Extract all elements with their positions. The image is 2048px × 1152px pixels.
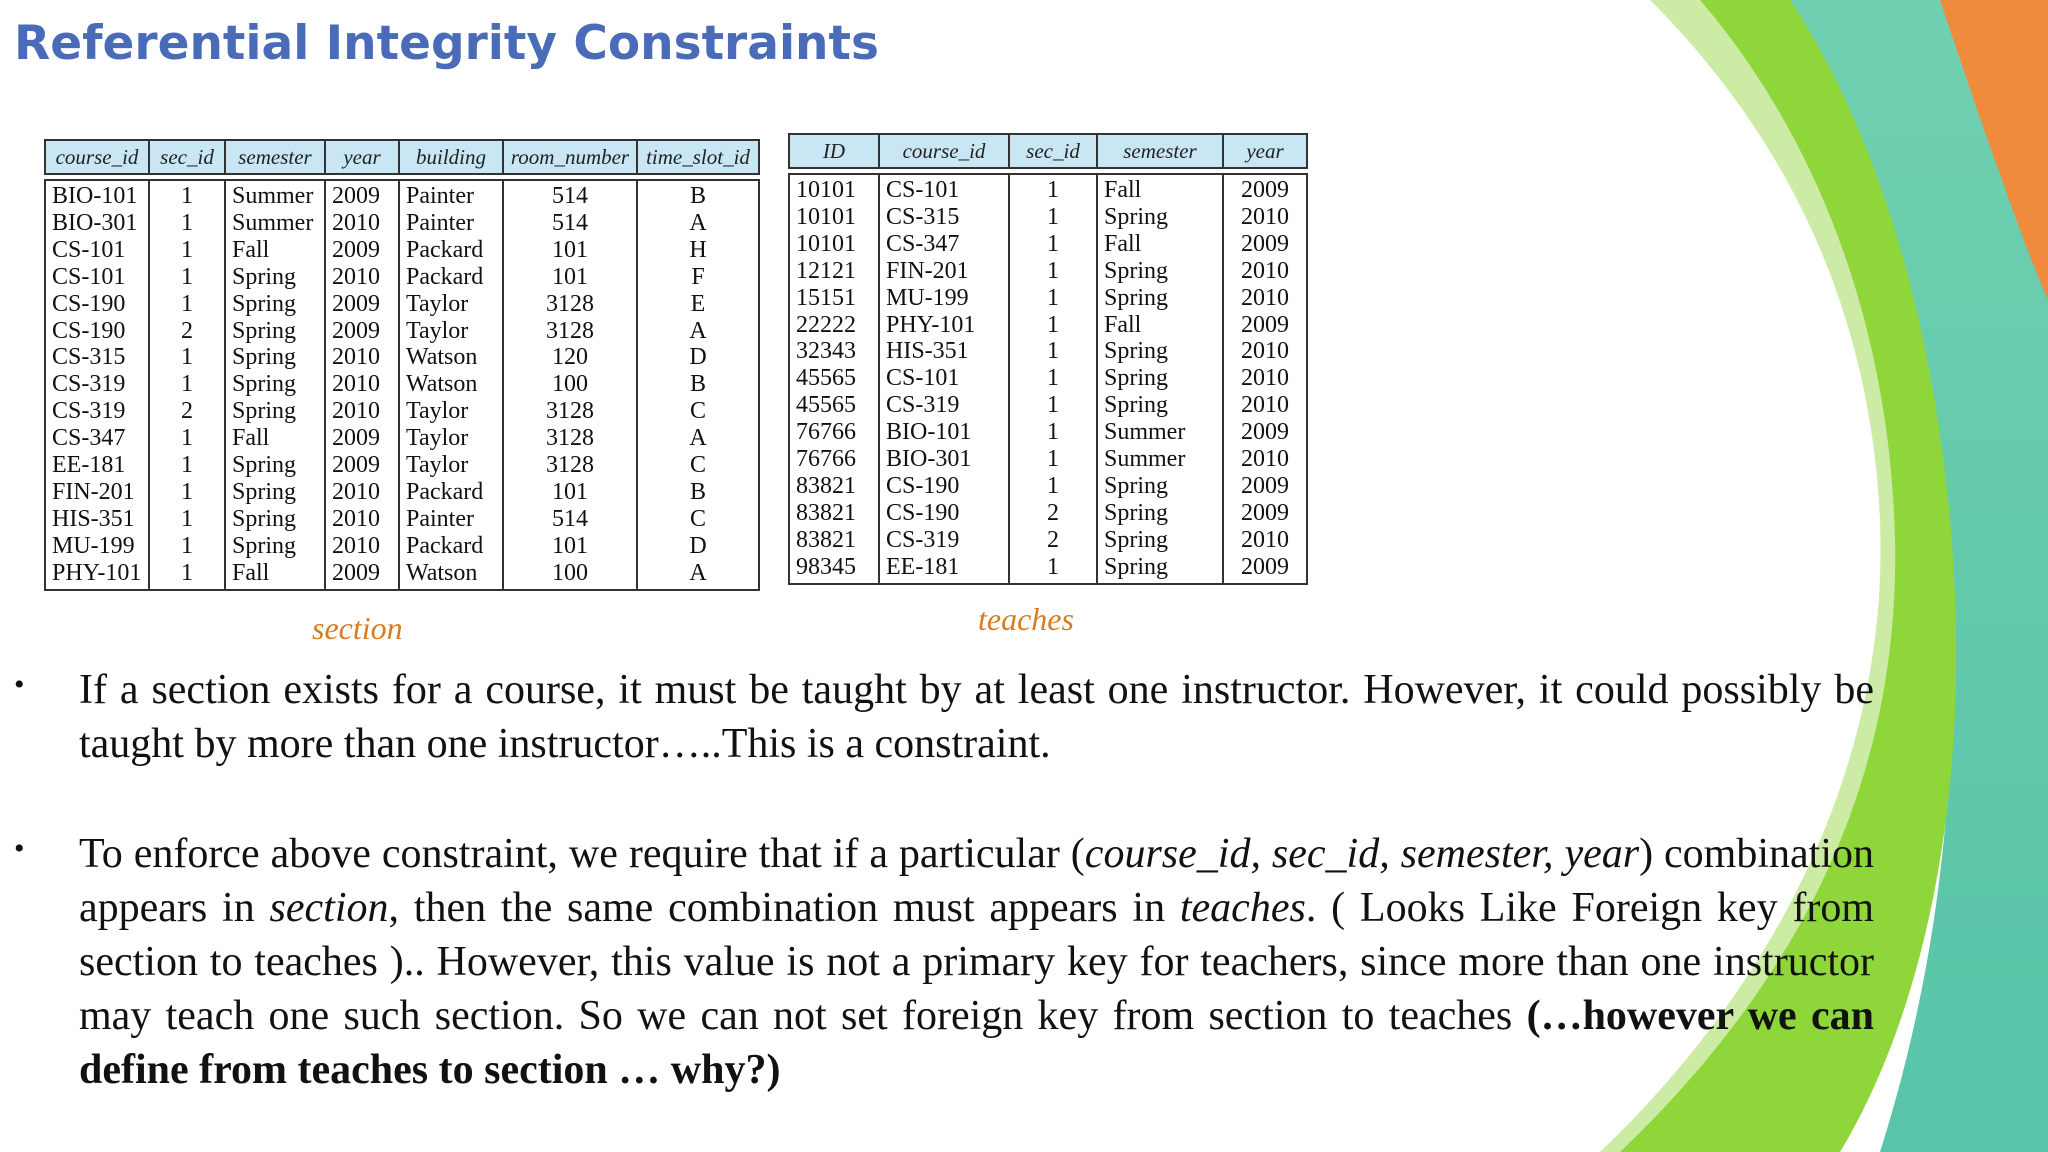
table-cell: 1	[150, 533, 226, 560]
table-cell: Fall	[1098, 312, 1224, 339]
table-cell: Spring	[226, 264, 326, 291]
table-cell: CS-190	[44, 318, 150, 345]
table-row	[788, 554, 1308, 585]
bullet-1-sentence: If a section exists for a course, it must be taught by at least one instructor. However, it could possibly be taught by more than one instructor…..This is a constraint.	[79, 667, 1874, 767]
table-cell: Spring	[1098, 473, 1224, 500]
table-cell: 2009	[1224, 312, 1308, 339]
bullet-2-section-word: section	[269, 885, 389, 931]
table-cell: C	[638, 506, 760, 533]
table-cell: 83821	[788, 500, 880, 527]
table-cell: 76766	[788, 446, 880, 473]
table-cell: 1	[1010, 554, 1098, 585]
table-cell: Taylor	[400, 398, 504, 425]
teaches-table-header	[788, 133, 1308, 169]
table-cell: CS-315	[44, 344, 150, 371]
table-cell: Spring	[1098, 554, 1224, 585]
table-cell: 514	[504, 210, 638, 237]
table-cell: Packard	[400, 533, 504, 560]
table-cell: A	[638, 425, 760, 452]
table-cell: 1	[1010, 173, 1098, 204]
table-cell: Taylor	[400, 291, 504, 318]
table-cell: CS-319	[44, 371, 150, 398]
table-cell: 101	[504, 533, 638, 560]
table-cell: 101	[504, 237, 638, 264]
table-cell: 2010	[1224, 527, 1308, 554]
table-cell: BIO-101	[880, 419, 1010, 446]
table-cell: HIS-351	[880, 338, 1010, 365]
table-cell: 2010	[326, 506, 400, 533]
table-cell: Spring	[1098, 258, 1224, 285]
table-cell: Painter	[400, 179, 504, 210]
table-cell: Spring	[226, 291, 326, 318]
table-cell: CS-101	[880, 173, 1010, 204]
table-cell: CS-190	[880, 500, 1010, 527]
table-cell: CS-319	[880, 392, 1010, 419]
table-cell: 10101	[788, 204, 880, 231]
table-row	[44, 371, 760, 398]
table-row	[44, 264, 760, 291]
table-cell: BIO-301	[880, 446, 1010, 473]
table-cell: 2009	[1224, 500, 1308, 527]
table-cell: Fall	[1098, 231, 1224, 258]
table-cell: 1	[1010, 392, 1098, 419]
table-cell: 76766	[788, 419, 880, 446]
table-cell: 3128	[504, 291, 638, 318]
table-row	[788, 285, 1308, 312]
table-cell: 2	[150, 318, 226, 345]
column-header-year: year	[1224, 133, 1308, 169]
table-cell: C	[638, 452, 760, 479]
table-cell: 2010	[326, 398, 400, 425]
table-cell: PHY-101	[44, 560, 150, 591]
table-cell: BIO-101	[44, 179, 150, 210]
column-header-course-id: course_id	[44, 139, 150, 175]
table-row	[44, 398, 760, 425]
table-cell: 2010	[1224, 446, 1308, 473]
table-cell: Spring	[1098, 285, 1224, 312]
table-cell: 83821	[788, 527, 880, 554]
table-cell: Packard	[400, 479, 504, 506]
table-cell: FIN-201	[880, 258, 1010, 285]
table-cell: 2010	[326, 264, 400, 291]
table-cell: 100	[504, 560, 638, 591]
table-cell: Spring	[226, 506, 326, 533]
column-header-sec-id: sec_id	[150, 139, 226, 175]
table-cell: 1	[1010, 473, 1098, 500]
table-cell: 2009	[326, 425, 400, 452]
table-cell: Spring	[226, 344, 326, 371]
table-cell: 32343	[788, 338, 880, 365]
table-cell: 1	[150, 264, 226, 291]
column-header-semester: semester	[1098, 133, 1224, 169]
table-cell: CS-347	[880, 231, 1010, 258]
table-cell: Spring	[226, 533, 326, 560]
column-header-semester: semester	[226, 139, 326, 175]
table-cell: 1	[1010, 312, 1098, 339]
column-header-year: year	[326, 139, 400, 175]
table-cell: 98345	[788, 554, 880, 585]
table-cell: Spring	[226, 371, 326, 398]
table-cell: Spring	[1098, 338, 1224, 365]
table-cell: D	[638, 344, 760, 371]
column-header-ID: ID	[788, 133, 880, 169]
table-cell: 1	[150, 291, 226, 318]
table-row	[788, 312, 1308, 339]
table-row	[788, 527, 1308, 554]
table-cell: Summer	[226, 179, 326, 210]
column-header-time-slot-id: time_slot_id	[638, 139, 760, 175]
table-cell: 2010	[326, 533, 400, 560]
table-cell: B	[638, 179, 760, 210]
table-cell: 2010	[1224, 338, 1308, 365]
table-cell: 12121	[788, 258, 880, 285]
table-cell: 2	[1010, 527, 1098, 554]
table-cell: 2009	[1224, 231, 1308, 258]
table-cell: 1	[150, 237, 226, 264]
table-cell: EE-181	[44, 452, 150, 479]
table-cell: MU-199	[44, 533, 150, 560]
table-cell: HIS-351	[44, 506, 150, 533]
table-cell: PHY-101	[880, 312, 1010, 339]
teaches-table	[788, 133, 1308, 585]
table-cell: Fall	[1098, 173, 1224, 204]
table-cell: CS-101	[44, 237, 150, 264]
table-cell: CS-101	[44, 264, 150, 291]
column-header-room-number: room_number	[504, 139, 638, 175]
table-cell: 120	[504, 344, 638, 371]
table-row	[788, 419, 1308, 446]
table-row	[44, 425, 760, 452]
page-title: Referential Integrity Constraints	[14, 16, 879, 71]
table-cell: 2	[1010, 500, 1098, 527]
table-row	[788, 258, 1308, 285]
table-cell: 2009	[1224, 173, 1308, 204]
table-cell: 101	[504, 479, 638, 506]
table-row	[44, 344, 760, 371]
table-row	[44, 506, 760, 533]
table-cell: H	[638, 237, 760, 264]
table-cell: Spring	[1098, 204, 1224, 231]
table-cell: 1	[1010, 365, 1098, 392]
table-cell: Fall	[226, 425, 326, 452]
table-cell: 2009	[1224, 473, 1308, 500]
bullet-2-teaches-word: teaches	[1179, 885, 1306, 931]
table-cell: Spring	[226, 318, 326, 345]
table-cell: Spring	[1098, 527, 1224, 554]
table-cell: 10101	[788, 231, 880, 258]
table-cell: B	[638, 479, 760, 506]
table-cell: Packard	[400, 264, 504, 291]
bullet-2-part: To enforce above constraint, we require that if a particular (	[79, 831, 1085, 877]
table-cell: 2009	[1224, 419, 1308, 446]
table-cell: 101	[504, 264, 638, 291]
table-cell: 2010	[326, 210, 400, 237]
table-cell: B	[638, 371, 760, 398]
table-cell: Summer	[1098, 446, 1224, 473]
column-header-building: building	[400, 139, 504, 175]
table-cell: 1	[150, 344, 226, 371]
table-row	[788, 446, 1308, 473]
bullet-1-text	[79, 663, 1874, 771]
table-row	[788, 500, 1308, 527]
table-cell: 45565	[788, 365, 880, 392]
table-cell: 3128	[504, 452, 638, 479]
table-cell: 2010	[1224, 258, 1308, 285]
table-cell: 1	[150, 179, 226, 210]
table-cell: 2010	[1224, 204, 1308, 231]
table-cell: 2009	[326, 291, 400, 318]
table-cell: Spring	[226, 479, 326, 506]
bullet-marker-1: •	[14, 668, 25, 701]
table-cell: 2010	[326, 344, 400, 371]
table-cell: CS-319	[44, 398, 150, 425]
table-cell: 2009	[326, 179, 400, 210]
table-cell: 1	[150, 371, 226, 398]
bullet-2-part: , then the same combination must appears in	[388, 885, 1180, 931]
table-cell: 22222	[788, 312, 880, 339]
table-cell: Watson	[400, 560, 504, 591]
table-cell: 1	[1010, 338, 1098, 365]
table-cell: Spring	[1098, 392, 1224, 419]
table-row	[788, 365, 1308, 392]
table-cell: Packard	[400, 237, 504, 264]
table-cell: 2010	[1224, 365, 1308, 392]
table-cell: 2009	[1224, 554, 1308, 585]
table-cell: 1	[150, 210, 226, 237]
table-cell: Summer	[226, 210, 326, 237]
table-cell: 1	[1010, 446, 1098, 473]
table-row	[44, 237, 760, 264]
bullet-2-question: (…however we can define from teaches to section … why?)	[79, 993, 1874, 1093]
bullet-2-key-fields: course_id, sec_id, semester, year	[1084, 831, 1640, 877]
table-cell: 514	[504, 179, 638, 210]
table-cell: CS-190	[44, 291, 150, 318]
table-cell: 2009	[326, 452, 400, 479]
table-cell: 3128	[504, 425, 638, 452]
table-cell: 3128	[504, 318, 638, 345]
table-cell: BIO-301	[44, 210, 150, 237]
table-cell: E	[638, 291, 760, 318]
table-cell: Taylor	[400, 452, 504, 479]
table-cell: EE-181	[880, 554, 1010, 585]
table-cell: 1	[1010, 204, 1098, 231]
table-row	[44, 533, 760, 560]
table-cell: 2010	[1224, 392, 1308, 419]
table-cell: MU-199	[880, 285, 1010, 312]
table-cell: 1	[150, 479, 226, 506]
table-cell: 1	[1010, 258, 1098, 285]
bullet-2-part: ) combination appears in	[79, 831, 1874, 931]
table-row	[788, 473, 1308, 500]
table-cell: A	[638, 560, 760, 591]
table-cell: 1	[1010, 285, 1098, 312]
table-cell: 1	[150, 506, 226, 533]
section-table	[44, 139, 760, 591]
table-cell: Painter	[400, 506, 504, 533]
table-cell: 2010	[326, 371, 400, 398]
table-cell: CS-101	[880, 365, 1010, 392]
table-cell: 2	[150, 398, 226, 425]
table-cell: 514	[504, 506, 638, 533]
table-row	[788, 173, 1308, 204]
table-row	[44, 560, 760, 591]
table-row	[788, 204, 1308, 231]
teaches-caption: teaches	[978, 601, 1074, 637]
table-cell: 2009	[326, 237, 400, 264]
table-cell: F	[638, 264, 760, 291]
table-cell: 2010	[1224, 285, 1308, 312]
section-caption: section	[312, 610, 403, 646]
bullet-2-part: . ( Looks Like Foreign key from section to teaches ).. However, this value is not a primary key for teachers, since more than one instructor may teach one such section. So we can not set foreign key from section to teaches	[79, 885, 1875, 1039]
table-cell: 1	[150, 560, 226, 591]
table-cell: D	[638, 533, 760, 560]
table-cell: 83821	[788, 473, 880, 500]
table-row	[44, 318, 760, 345]
table-row	[44, 452, 760, 479]
table-cell: C	[638, 398, 760, 425]
table-cell: 15151	[788, 285, 880, 312]
table-cell: A	[638, 318, 760, 345]
table-cell: 2009	[326, 318, 400, 345]
section-table-header	[44, 139, 760, 175]
table-cell: FIN-201	[44, 479, 150, 506]
table-cell: Fall	[226, 237, 326, 264]
table-row	[788, 231, 1308, 258]
table-cell: Fall	[226, 560, 326, 591]
table-row	[788, 338, 1308, 365]
table-cell: Spring	[1098, 365, 1224, 392]
table-cell: Spring	[226, 398, 326, 425]
bullet-2-text	[79, 827, 1874, 1097]
table-cell: Spring	[226, 452, 326, 479]
table-cell: 2010	[326, 479, 400, 506]
table-cell: CS-190	[880, 473, 1010, 500]
table-cell: CS-347	[44, 425, 150, 452]
table-cell: 1	[150, 425, 226, 452]
column-header-sec-id: sec_id	[1010, 133, 1098, 169]
table-cell: 100	[504, 371, 638, 398]
table-cell: Watson	[400, 344, 504, 371]
table-cell: CS-315	[880, 204, 1010, 231]
table-cell: Spring	[1098, 500, 1224, 527]
table-row	[44, 479, 760, 506]
table-cell: Summer	[1098, 419, 1224, 446]
table-cell: Taylor	[400, 425, 504, 452]
table-cell: 10101	[788, 173, 880, 204]
column-header-course-id: course_id	[880, 133, 1010, 169]
table-row	[788, 392, 1308, 419]
table-row	[44, 210, 760, 237]
bullet-marker-2: •	[14, 832, 25, 865]
table-cell: 1	[150, 452, 226, 479]
table-cell: Watson	[400, 371, 504, 398]
table-cell: 3128	[504, 398, 638, 425]
table-cell: 2009	[326, 560, 400, 591]
table-cell: A	[638, 210, 760, 237]
table-cell: 45565	[788, 392, 880, 419]
table-row	[44, 179, 760, 210]
table-cell: Taylor	[400, 318, 504, 345]
table-cell: 1	[1010, 231, 1098, 258]
table-cell: Painter	[400, 210, 504, 237]
table-cell: 1	[1010, 419, 1098, 446]
table-cell: CS-319	[880, 527, 1010, 554]
table-row	[44, 291, 760, 318]
